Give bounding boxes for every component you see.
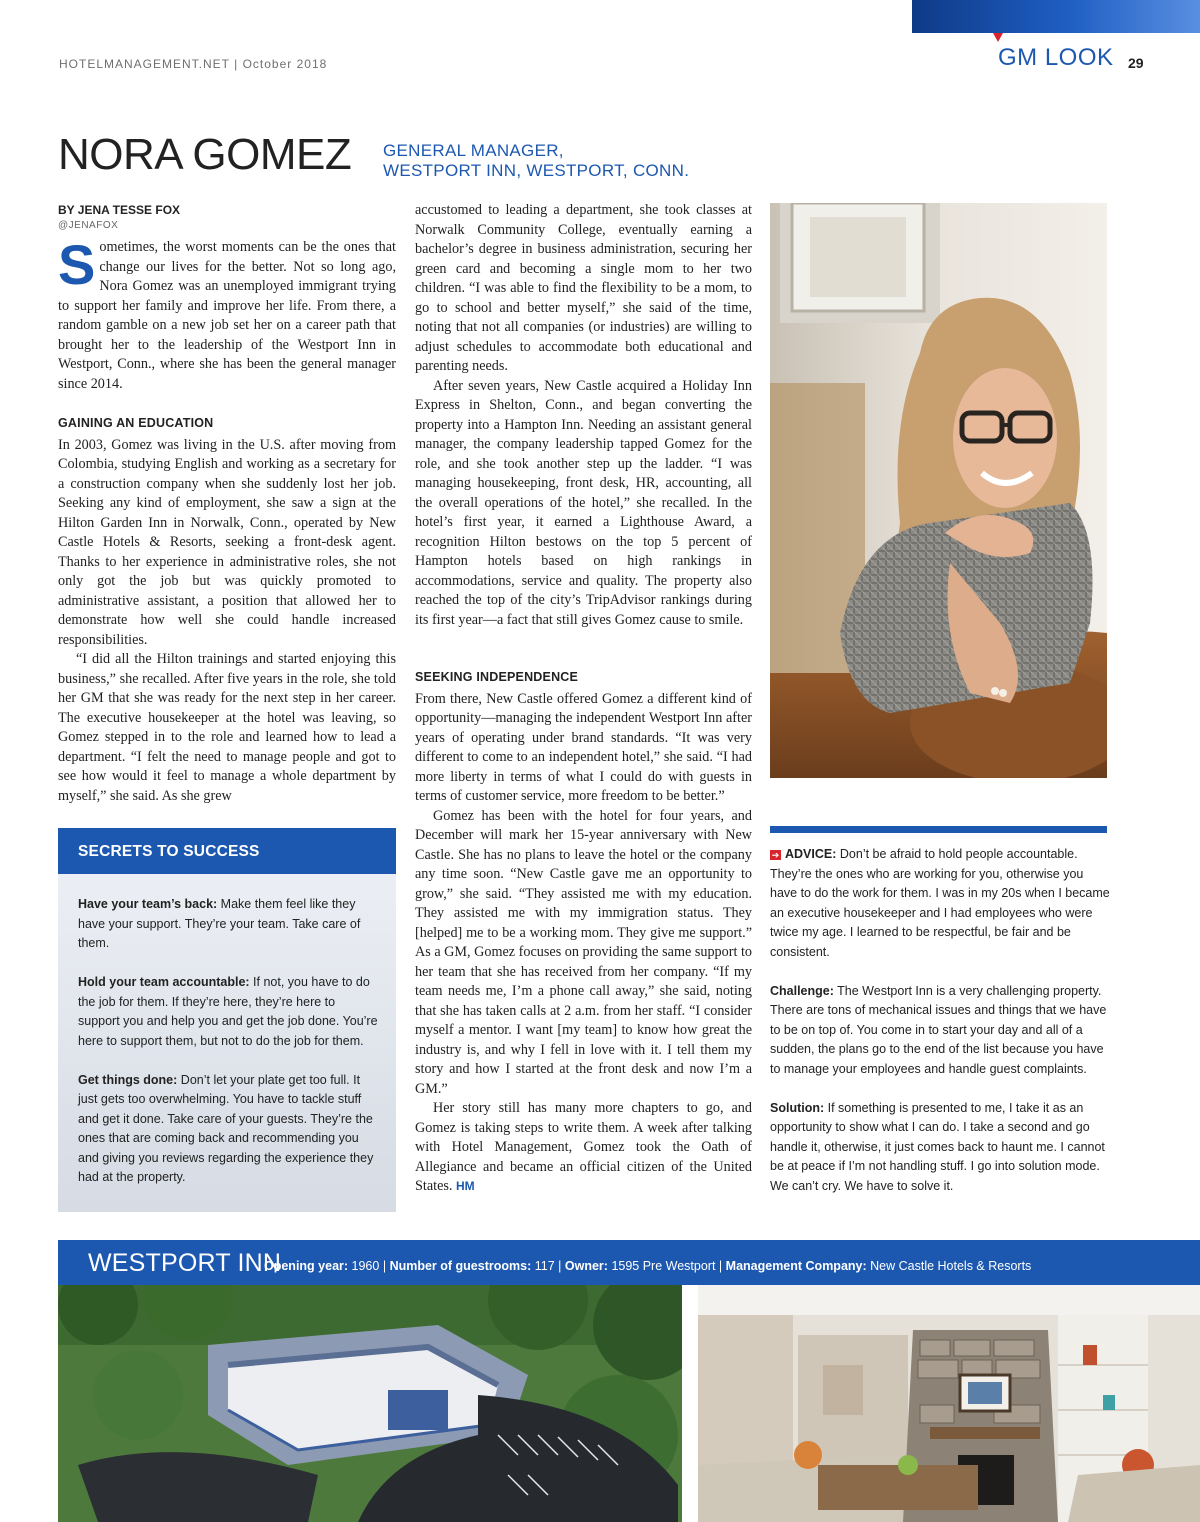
solution-text: If something is presented to me, I take it as an opportunity to show what I can do. I take a second and go handle it, otherwise, it just comes back to haunt me. I cannot be at peace if I’m not handling stuff. I go into solution mode. We can’t cry. We have to solve it. xyxy=(770,1100,1105,1193)
article-title: NORA GOMEZ xyxy=(58,130,352,179)
tip-item xyxy=(78,895,378,954)
tip-label: Hold your team accountable: xyxy=(78,975,250,989)
hotel-lobby-photo xyxy=(698,1285,1200,1522)
article-column-1-continued xyxy=(58,414,396,806)
intro-paragraph xyxy=(58,233,396,394)
role-line-1: GENERAL MANAGER, xyxy=(383,141,564,160)
advice-text: Don’t be afraid to hold people accountable. They’re the ones who are working for you, otherwise you have to do the work for them. I was in my 20s when I became an executive housekeeper and I had employees who were twice my age. I learned to be respectful, be fair and be consistent. xyxy=(770,847,1110,959)
paragraph: From there, New Castle offered Gomez a different kind of opportunity—managing the independent Westport Inn after years of operating under brand standards. “It was very different to come to an independent hotel,” she said. “I had more liberty in terms of what I could do with guests in terms of customer service, more freedom to be better.” xyxy=(415,690,752,804)
challenge-label: Challenge: xyxy=(770,983,834,998)
property-banner xyxy=(58,1240,1200,1285)
fact-value: 117 xyxy=(534,1259,555,1273)
fact-separator: | xyxy=(558,1259,562,1273)
article-column-2 xyxy=(415,201,752,630)
tip-label: Have your team’s back: xyxy=(78,897,218,911)
tip-text: If not, you have to do the job for them. If they’re here, they’re here to support you and help you and get the job done. You’re here to support them, but not to do the job for them. xyxy=(78,975,378,1048)
intro-text: ometimes, the worst moments can be the ones that change our lives for the better. Not so long ago, Nora Gomez was an unemployed immigrant trying to support her family and improve her life. From there, a random gamble on a new job set her on a career path that brought her to the leadership of the Westport Inn in Westport, Conn., where she has been the general manager since 2014. xyxy=(58,239,396,392)
article-column-1 xyxy=(58,233,396,394)
hotel-aerial-photo xyxy=(58,1285,682,1522)
paragraph: In 2003, Gomez was living in the U.S. after moving from Colombia, studying English and working as a secretary for a construction company when she suddenly lost her job. Seeking any kind of employment, she saw a sign at the Hilton Garden Inn in Norwalk, Conn., operated by New Castle Hotels & Resorts, seeking a front-desk agent. Thanks to her experience in administrative roles, she not only got the job but was quickly promoted to administrative assistant, a position that allowed her to demonstrate how well she could handle increased responsibilities. xyxy=(58,436,396,648)
paragraph: accustomed to leading a department, she took classes at Norwalk Community College, eventually earning a bachelor’s degree in business administration, securing her green card and becoming a single mom to her two children. “I was able to find the flexibility to be a mom, to go to school and better myself,” she said of the time, noting that not all companies (or industries) are willing to adjust schedules to accommodate both educational and parenting needs. xyxy=(415,202,752,374)
subheading-education: GAINING AN EDUCATION xyxy=(58,416,214,430)
solution-label: Solution: xyxy=(770,1100,825,1115)
fact-value: 1595 Pre Westport xyxy=(611,1259,716,1273)
fact-value: 1960 xyxy=(351,1259,380,1273)
article-subtitle xyxy=(383,141,689,181)
advice-item xyxy=(770,845,1110,962)
header-color-bar xyxy=(912,0,1200,33)
paragraph: Gomez has been with the hotel for four years, and December will mark her 15-year anniversary with New Castle. She has no plans to leave the hotel or the company any time soon. “New Castle gave me an opportunity to grow,” she said. “They assisted me with my education. They assisted me with my immigration status. They [helped] me to be a working mom. They give me support.” As a GM, Gomez focuses on providing the same support to her team that she has received from her company. “If my team needs me, I’m a phone call away,” she said, noting that she has taken calls at 2 a.m. from her staff. “I consider myself a mentor. I want [my team] to know how great the industry is, and why I fell in love with it. I tell them my story and how I started at the front desk and now I’m a GM.” xyxy=(415,807,752,1097)
role-line-2: WESTPORT INN, WESTPORT, CONN. xyxy=(383,161,690,180)
property-facts xyxy=(264,1259,1031,1273)
paragraph-text: Her story still has many more chapters to go, and Gomez is taking steps to write them. A week after talking with Hotel Management, Gomez took the Oath of Allegiance and became an official citizen of the United States. xyxy=(415,1100,752,1194)
author-handle: @JENAFOX xyxy=(58,220,119,231)
fact-label: Number of guestrooms: xyxy=(389,1259,532,1273)
property-name: WESTPORT INN xyxy=(88,1249,282,1277)
solution-item xyxy=(770,1099,1110,1197)
tip-item xyxy=(78,973,378,1051)
byline: BY JENA TESSE FOX xyxy=(58,203,181,217)
section-marker-icon xyxy=(993,33,1003,42)
fact-label: Owner: xyxy=(564,1259,608,1273)
article-column-2-continued xyxy=(415,668,752,1197)
tip-text: Make them feel like they have your support. They’re your team. Take care of them. xyxy=(78,897,361,950)
sidebar-title: SECRETS TO SUCCESS xyxy=(58,828,396,874)
paragraph xyxy=(415,1099,752,1197)
fact-value: New Castle Hotels & Resorts xyxy=(870,1259,1032,1273)
tip-item xyxy=(78,1071,378,1188)
fact-separator: | xyxy=(382,1259,387,1273)
portrait-illustration xyxy=(770,203,1107,778)
fact-separator: | xyxy=(718,1259,723,1273)
tip-label: Get things done: xyxy=(78,1072,178,1087)
paragraph: After seven years, New Castle acquired a Holiday Inn Express in Shelton, Conn., and began converting the property into a Hampton Inn. Needing an assistant general manager, the company leadership tapped Gomez for the role, and she took another step up the ladder. “I was managing housekeeping, front desk, HR, accounting, all the overall operations of the hotel,” she recalled. In the hotel’s first year, it earned a Lighthouse Award, a recognition Hilton bestows on the top 5 percent of Hampton hotels based on high rankings in accommodations, service and quality. The property also reached the top of the city’s TripAdvisor rankings during its first year—a fact that still gives Gomez cause to smile. xyxy=(415,377,752,628)
lobby-illustration xyxy=(698,1285,1200,1522)
sidebar-tips xyxy=(58,874,396,1188)
tip-text: Don’t let your plate get too full. It just gets too overwhelming. You have to tackle stuff and get it done. Take care of your guests. They’re the ones that are coming back and recommending you and giving you reviews regarding the experience they had at the property. xyxy=(78,1072,374,1184)
drop-cap: S xyxy=(58,233,96,296)
fact-label: Opening year: xyxy=(264,1259,349,1273)
paragraph: “I did all the Hilton trainings and started enjoying this business,” she recalled. After five years in the role, she told her GM that she was ready for the next step in her career. The executive housekeeper at the hotel was leaving, so Gomez stepped in to the role and learned how to lead a department. “I felt the need to manage people and got to see how would it feel to manage a whole department by myself,” she said. As she grew xyxy=(58,651,396,804)
end-mark: HM xyxy=(455,1179,475,1193)
aerial-illustration xyxy=(58,1285,682,1522)
qa-divider xyxy=(770,826,1107,833)
challenge-item xyxy=(770,982,1110,1080)
page-number: 29 xyxy=(1128,55,1144,71)
running-header: HOTELMANAGEMENT.NET | October 2018 xyxy=(59,57,328,71)
section-title: GM LOOK xyxy=(998,44,1114,71)
qa-block xyxy=(770,845,1110,1196)
arrow-icon: ➔ xyxy=(771,850,780,860)
challenge-text: The Westport Inn is a very challenging property. There are tons of mechanical issues and things that we have to be on top of. You come in to start your day and all of a sudden, the plans go to the end of the list because you have to manage your employees and handle guest complaints. xyxy=(770,983,1107,1076)
portrait-photo xyxy=(770,203,1107,778)
advice-label: ADVICE: xyxy=(785,847,837,861)
secrets-sidebar xyxy=(58,828,396,1212)
subheading-independence: SEEKING INDEPENDENCE xyxy=(415,670,579,684)
fact-label: Management Company: xyxy=(725,1259,867,1273)
